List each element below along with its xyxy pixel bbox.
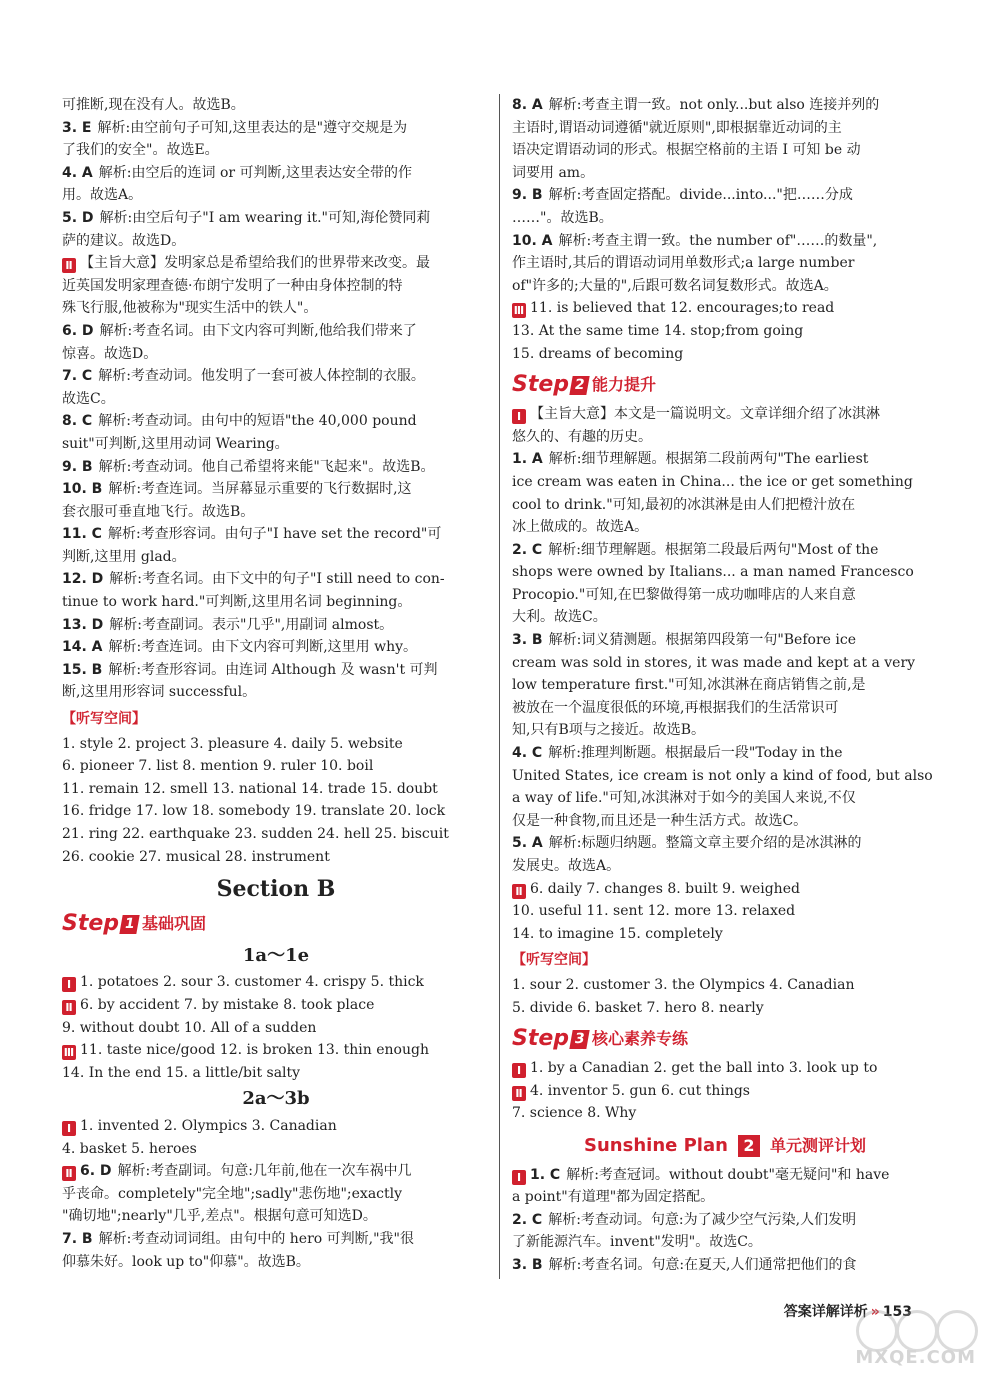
answer-line — [62, 478, 490, 501]
answer-text: 1. invented 2. Olympics 3. Canadian — [80, 1117, 337, 1134]
answer-line — [512, 629, 938, 652]
summary-line: Ⅱ 【主旨大意】发明家总是希望给我们的世界带来改变。最 — [62, 252, 490, 275]
roman-mark: Ⅰ — [62, 1121, 76, 1136]
listen-space-title: 【听写空间】 — [512, 952, 596, 969]
watermark-circle-icon — [936, 1310, 978, 1352]
answer-line — [62, 1205, 490, 1228]
answer-line: 16. fridge 17. low 18. somebody 19. translate 20. lock — [62, 803, 446, 820]
answer-line — [62, 207, 490, 230]
answer-line — [62, 1039, 490, 1062]
step-name: 核心素养专练 — [592, 1028, 689, 1048]
summary-line: Ⅰ 【主旨大意】本文是一篇说明文。文章详细介绍了冰淇淋 — [512, 403, 938, 426]
answer-line: 11. remain 12. smell 13. national 14. trade 15. doubt — [62, 780, 438, 797]
answer-number: 12. D — [62, 571, 104, 588]
roman-mark: Ⅱ — [512, 884, 526, 899]
answer-text: 14. In the end 15. a little/bit salty — [62, 1064, 301, 1081]
answer-text: 13. At the same time 14. stop;from going — [512, 322, 804, 339]
sunshine-plan-header — [512, 1135, 938, 1158]
answer-line — [512, 252, 938, 275]
sunshine-plan-number: 2 — [738, 1135, 760, 1157]
answer-line — [62, 614, 490, 637]
answer-text: 了我们的安全"。故选E。 — [62, 142, 219, 159]
answer-text: 解析:考查名词。由下文中的句子"I still need to con- — [109, 571, 445, 588]
answer-line — [512, 139, 938, 162]
answer-text: tinue to work hard."可判断,这里用名词 beginning。 — [62, 594, 412, 611]
answer-number: 14. A — [62, 639, 103, 656]
answer-line — [62, 659, 490, 682]
roman-mark: Ⅰ — [62, 977, 76, 992]
answer-line — [62, 501, 490, 524]
answer-line — [62, 591, 490, 614]
step-number: 3 — [569, 1030, 589, 1049]
answer-text: 6. by accident 7. by mistake 8. took place — [80, 996, 375, 1013]
answer-text: 语决定谓语动词的形式。根据空格前的主语 I 可知 be 动 — [512, 142, 861, 159]
summary-line: 悠久的、有趣的历史。 — [512, 428, 652, 445]
answer-text: 知,只有B项与之接近。故选B。 — [512, 722, 706, 739]
answer-text: United States, ice cream is not only a kind of food, but also — [512, 767, 933, 784]
answer-line — [512, 1231, 938, 1254]
part3-answers — [512, 297, 938, 365]
subsection-2a-3b — [62, 1115, 490, 1273]
answer-line — [62, 1138, 490, 1161]
answer-line — [512, 765, 938, 788]
listen-space-list — [512, 974, 938, 1019]
answer-line — [62, 1228, 490, 1251]
answer-line — [62, 139, 490, 162]
answer-text: 解析:考查主谓一致。the number of"……的数量", — [558, 232, 878, 249]
answer-line: 6. pioneer 7. list 8. mention 9. ruler 10. boil — [62, 758, 374, 775]
answer-line — [62, 523, 490, 546]
answer-number: 7. C — [62, 368, 93, 385]
answer-line — [512, 184, 938, 207]
answer-line — [512, 832, 938, 855]
step-name: 基础巩固 — [142, 914, 207, 934]
answer-line — [512, 1057, 938, 1080]
answer-line — [512, 320, 938, 343]
listen-space-title: 【听写空间】 — [62, 711, 146, 728]
answer-line — [62, 546, 490, 569]
step-word: Step — [62, 911, 120, 937]
answer-text: 套衣服可垂直地飞行。故选B。 — [62, 503, 255, 520]
answer-line — [512, 787, 938, 810]
answer-text: 解析:由空后的连词 or 可判断,这里表达安全带的作 — [98, 164, 412, 181]
answer-line — [512, 584, 938, 607]
answer-number: 11. C — [62, 526, 102, 543]
answer-text: 可推断,现在没有人。故选B。 — [62, 97, 245, 113]
step-number: 2 — [569, 376, 589, 395]
answer-line — [62, 184, 490, 207]
listen-space-list — [62, 733, 490, 869]
answer-text: 解析:考查副词。句意:几年前,他在一次车祸中几 — [117, 1163, 412, 1180]
answer-text: 解析:考查动词。由句中的短语"the 40,000 pound — [98, 413, 417, 430]
answer-number: 1. C — [530, 1166, 561, 1183]
answer-text: 解析:细节理解题。根据第二段最后两句"Most of the — [548, 541, 879, 558]
answer-text: 10. useful 11. sent 12. more 13. relaxed — [512, 903, 796, 920]
answer-text: "确切地";nearly"几乎,差点"。根据句意可知选D。 — [62, 1208, 377, 1225]
answer-number: 3. E — [62, 119, 92, 136]
answer-text: a point"有道理"都为固定搭配。 — [512, 1189, 715, 1206]
answer-line — [512, 606, 938, 629]
sunshine-plan-label: Sunshine Plan — [584, 1134, 728, 1156]
answer-line — [62, 433, 490, 456]
answer-text: 解析:考查形容词。由句子"I have set the record"可 — [107, 526, 442, 543]
answer-number: 13. D — [62, 616, 104, 633]
answer-text: cream was sold in stores, it was made and kept at a very — [512, 654, 916, 671]
subsection-heading: 2a～3b — [242, 1088, 310, 1110]
answer-line — [512, 1186, 938, 1209]
left-top-answers — [62, 94, 490, 252]
answer-line: 5. divide 6. basket 7. hero 8. nearly — [512, 999, 764, 1016]
answer-line — [512, 230, 938, 253]
answer-line — [62, 681, 490, 704]
answer-text: Procopio."可知,在巴黎做得第一成功咖啡店的人来自意 — [512, 586, 856, 603]
answer-number: 10. B — [62, 481, 103, 498]
answer-line — [512, 878, 938, 901]
answer-number: 8. A — [512, 97, 543, 113]
left-column — [62, 94, 490, 1273]
answer-number: 5. D — [62, 209, 94, 226]
answer-number: 6. D — [80, 1163, 112, 1180]
answer-line — [62, 1251, 490, 1274]
sunshine-plan-title: 单元测评计划 — [769, 1135, 866, 1155]
answer-text: 仅是一种食物,而且还是一种生活方式。故选C。 — [512, 812, 808, 829]
double-arrow-icon: » — [870, 1304, 880, 1320]
answer-number: 5. A — [512, 835, 543, 852]
answer-line — [62, 1062, 490, 1085]
answer-text: a way of life."可知,冰淇淋对于如今的美国人来说,不仅 — [512, 790, 856, 807]
answer-text: 词要用 am。 — [512, 164, 595, 181]
watermark-circle-icon — [856, 1310, 898, 1352]
answer-text: 解析:考查动词。句意:为了减少空气污染,人们发明 — [548, 1211, 857, 1228]
answer-line — [62, 117, 490, 140]
answer-number: 4. C — [512, 745, 543, 762]
answer-line — [512, 539, 938, 562]
watermark-logo — [852, 1308, 982, 1372]
answer-text: 主语时,谓语动词遵循"就近原则",即根据靠近动词的主 — [512, 119, 842, 136]
right-column — [512, 94, 938, 1277]
answer-text: ……"。故选B。 — [512, 209, 613, 226]
answer-line — [62, 456, 490, 479]
answer-text: 仰慕朱好。look up to"仰慕"。故选B。 — [62, 1253, 310, 1270]
step2-header — [512, 369, 938, 401]
answer-line — [62, 162, 490, 185]
answer-text: 解析:考查动词词组。由句中的 hero 可判断,"我"很 — [98, 1230, 414, 1247]
answer-text: 故选C。 — [62, 390, 115, 407]
answer-text: 解析:由空前句子可知,这里表达的是"遵守交规是为 — [97, 119, 408, 136]
answer-line — [62, 568, 490, 591]
answer-text: cool to drink."可知,最初的冰淇淋是由人们把橙汁放在 — [512, 496, 856, 513]
answer-line — [512, 94, 938, 117]
roman-mark: Ⅰ — [512, 1063, 526, 1078]
answer-text: 解析:考查连词。由下文内容可判断,这里用 why。 — [108, 639, 418, 656]
answer-line — [62, 230, 490, 253]
answer-text: 萨的建议。故选D。 — [62, 232, 186, 249]
answer-line — [512, 494, 938, 517]
answer-text: 解析:考查名词。句意:在夏天,人们通常把他们的食 — [548, 1256, 857, 1273]
step3-header — [512, 1023, 938, 1055]
answer-line — [512, 297, 938, 320]
roman-mark: Ⅲ — [63, 1046, 75, 1060]
page-number: 153 — [882, 1304, 912, 1320]
answer-text: 解析:考查副词。表示"几乎",用副词 almost。 — [109, 616, 394, 633]
answer-line — [512, 652, 938, 675]
answer-text: 1. by a Canadian 2. get the ball into 3. look up to — [530, 1060, 878, 1077]
answer-number: 2. C — [512, 1211, 543, 1228]
answer-text: 解析:考查固定搭配。divide...into..."把……分成 — [548, 187, 853, 204]
answer-text: 惊喜。故选D。 — [62, 345, 158, 362]
answer-text: 9. without doubt 10. All of a sudden — [62, 1019, 317, 1036]
answer-number: 10. A — [512, 232, 553, 249]
answer-line — [512, 674, 938, 697]
roman-mark: Ⅱ — [62, 1166, 76, 1181]
answer-line — [512, 742, 938, 765]
answer-line — [62, 320, 490, 343]
roman-mark: Ⅱ — [62, 1000, 76, 1015]
answer-text: 14. to imagine 15. completely — [512, 925, 723, 942]
step1-header — [62, 909, 490, 941]
footer-label: 答案详解详析 — [783, 1304, 868, 1320]
answer-text: 解析:细节理解题。根据第二段前两句"The earliest — [548, 451, 869, 468]
roman-mark: Ⅱ — [62, 258, 76, 273]
answer-line: 1. sour 2. customer 3. the Olympics 4. Canadian — [512, 976, 855, 993]
answer-line — [512, 810, 938, 833]
answer-line: 21. ring 22. earthquake 23. sudden 24. hell 25. biscuit — [62, 826, 449, 842]
answer-text: 4. basket 5. heroes — [62, 1140, 197, 1157]
answer-text: 解析:考查动词。他发明了一套可被人体控制的衣服。 — [98, 368, 425, 385]
answer-number: 4. A — [62, 164, 93, 181]
step-word: Step — [512, 1025, 570, 1051]
summary-line: 殊飞行服,他被称为"现实生活中的铁人"。 — [62, 300, 318, 317]
answer-text: 断,这里用形容词 successful。 — [62, 684, 257, 701]
answer-text: 被放在一个温度很低的环境,再根据我们的生活常识可 — [512, 699, 839, 716]
step3-answers — [512, 1057, 938, 1125]
step-number: 1 — [119, 915, 139, 934]
answer-text: 判断,这里用 glad。 — [62, 548, 186, 565]
answer-number: 15. B — [62, 661, 103, 678]
roman-mark: Ⅲ — [513, 304, 525, 318]
answer-text: 15. dreams of becoming — [512, 345, 684, 362]
answer-line — [62, 994, 490, 1017]
answer-line — [62, 343, 490, 366]
answer-line — [512, 1080, 938, 1103]
answer-line — [62, 1017, 490, 1040]
answer-text: suit"可判断,这里用动词 Wearing。 — [62, 435, 289, 452]
roman-mark: Ⅰ — [512, 1170, 526, 1185]
answer-line — [512, 207, 938, 230]
answer-text: 6. daily 7. changes 8. built 9. weighed — [530, 880, 800, 897]
answer-number: 9. B — [62, 458, 93, 475]
roman-mark: Ⅱ — [512, 1086, 526, 1101]
answer-text: 4. inventor 5. gun 6. cut things — [530, 1082, 750, 1099]
answer-line — [512, 1209, 938, 1232]
answer-text: 了新能源汽车。invent"发明"。故选C。 — [512, 1234, 762, 1251]
answer-text: 大利。故选C。 — [512, 609, 607, 626]
subsection-1a-1e — [62, 971, 490, 1084]
answer-line — [512, 900, 938, 923]
answer-line — [512, 697, 938, 720]
answer-number: 9. B — [512, 187, 543, 204]
answer-text: shops were owned by Italians... a man named Francesco — [512, 564, 914, 581]
left-answer-items — [62, 320, 490, 704]
answer-line — [512, 1254, 938, 1277]
answer-text: 解析:推理判断题。根据最后一段"Today in the — [548, 745, 843, 762]
roman-mark: Ⅰ — [512, 409, 526, 424]
answer-number: 2. C — [512, 541, 543, 558]
answer-text: 11. is believed that 12. encourages;to read — [530, 300, 835, 317]
answer-number: 6. D — [62, 322, 94, 339]
watermark-circle-icon — [896, 1310, 938, 1352]
answer-text: 7. science 8. Why — [512, 1105, 637, 1122]
answer-text: 解析:考查动词。他自己希望将来能"飞起来"。故选B。 — [98, 458, 435, 475]
answer-line — [512, 162, 938, 185]
answer-line — [512, 1102, 938, 1125]
step-name: 能力提升 — [592, 374, 657, 394]
answer-text: 冰上做成的。故选A。 — [512, 519, 649, 536]
answer-text: 发展史。故选A。 — [512, 858, 621, 874]
answer-line — [512, 1164, 938, 1187]
column-divider — [499, 94, 500, 1279]
right-top-answers — [512, 94, 938, 297]
answer-text: 用。故选A。 — [62, 187, 143, 204]
answer-line — [512, 117, 938, 140]
answer-number: 1. A — [512, 451, 543, 468]
answer-line — [512, 923, 938, 946]
answer-text: 解析:考查冠词。without doubt"毫无疑问"和 have — [566, 1166, 890, 1183]
answer-text: 解析:考查名词。由下文内容可判断,他给我们带来了 — [99, 322, 417, 339]
subsection-heading: 1a～1e — [242, 944, 310, 966]
answer-number: 8. C — [62, 413, 93, 430]
answer-line — [62, 1115, 490, 1138]
summary-line: 近英国发明家理查德·布朗宁发明了一种由身体控制的特 — [62, 277, 403, 294]
answer-line — [512, 516, 938, 539]
answer-line — [62, 94, 490, 117]
answer-text: 解析:由空后句子"I am wearing it."可知,海伦赞同莉 — [99, 209, 431, 226]
answer-line — [62, 410, 490, 433]
answer-text: 作主语时,其后的谓语动词用单数形式;a large number — [512, 255, 855, 272]
answer-line — [512, 855, 938, 878]
answer-line — [512, 719, 938, 742]
answer-text: 解析:考查连词。当屏幕显示重要的飞行数据时,这 — [108, 481, 412, 498]
answer-line — [62, 1183, 490, 1206]
answer-line — [512, 448, 938, 471]
answer-text: ice cream was eaten in China... the ice or get something — [512, 473, 913, 490]
answer-line — [62, 1160, 490, 1183]
answer-text: 11. taste nice/good 12. is broken 13. thin enough — [80, 1042, 429, 1059]
answer-text: 1. potatoes 2. sour 3. customer 4. crispy 5. thick — [80, 974, 424, 991]
sunshine-answers — [512, 1164, 938, 1277]
step-word: Step — [512, 371, 570, 397]
answer-text: of"许多的;大量的",后跟可数名词复数形式。故选A。 — [512, 277, 838, 294]
answer-line — [62, 971, 490, 994]
answer-number: 7. B — [62, 1230, 93, 1247]
answer-line — [62, 636, 490, 659]
section-title: Section B — [216, 876, 336, 903]
answer-text: 解析:考查形容词。由连词 Although 及 wasn't 可判 — [108, 661, 438, 678]
right-answer-items — [512, 448, 938, 877]
answer-number: 3. B — [512, 1256, 543, 1273]
answer-text: 乎丧命。completely"完全地";sadly"悲伤地";exactly — [62, 1185, 403, 1202]
watermark-text: MXQE.COM — [855, 1347, 976, 1368]
answer-line: 26. cookie 27. musical 28. instrument — [62, 848, 330, 865]
answer-line — [512, 561, 938, 584]
answer-text: 解析:考查主谓一致。not only...but also 连接并列的 — [548, 97, 880, 113]
part2-answers — [512, 878, 938, 946]
answer-text: 解析:标题归纳题。整篇文章主要介绍的是冰淇淋的 — [548, 835, 862, 852]
answer-line — [512, 343, 938, 366]
answer-line — [512, 471, 938, 494]
answer-number: 3. B — [512, 632, 543, 649]
answer-text: low temperature first."可知,冰淇淋在商店销售之前,是 — [512, 677, 866, 694]
answer-line — [512, 275, 938, 298]
answer-text: 解析:词义猜测题。根据第四段第一句"Before ice — [548, 632, 856, 649]
answer-line — [62, 388, 490, 411]
answer-line — [62, 365, 490, 388]
answer-line: 1. style 2. project 3. pleasure 4. daily 5. website — [62, 735, 403, 752]
